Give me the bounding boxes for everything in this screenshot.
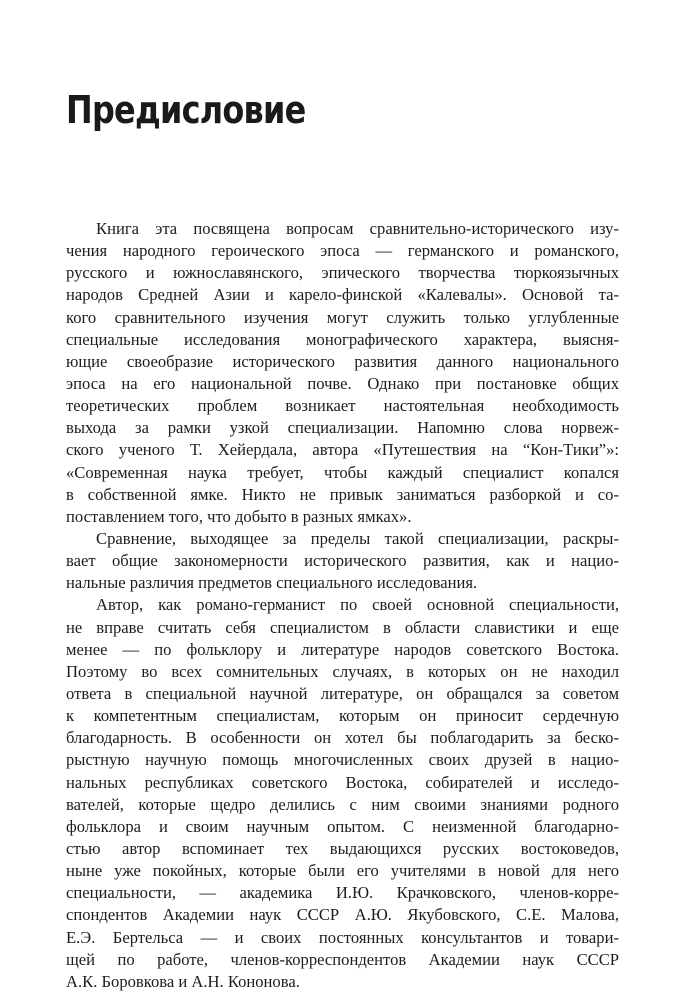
paragraph-1-line: эпоса на его национальной почве. Однако при постановке общих <box>66 373 619 393</box>
paragraph-2-line: вает общие закономерности исторического развития, как и нацио- <box>66 551 619 571</box>
paragraph-3-line: Е.Э. Бертельса — и своих постоянных консультантов и товари- <box>66 927 619 947</box>
paragraph-1-line: Книга эта посвящена вопросам сравнительно-исторического изу- <box>96 219 619 238</box>
paragraph-3-line: к компетентным специалистам, которым он приносит сердечную <box>66 706 619 726</box>
paragraph-1-line: ского ученого Т. Хейердала, автора «Путешествия на “Кон-Тики”»: <box>66 440 619 460</box>
paragraph-3-line: благодарность. В особенности он хотел бы поблагодарить за беско- <box>66 728 619 748</box>
paragraph-3-line: нальных республиках советского Востока, собирателей и исследо- <box>66 772 619 792</box>
paragraph-3-line: рыстную научную помощь многочисленных своих друзей в нацио- <box>66 750 619 770</box>
paragraph-3-line: щей по работе, членов-корреспондентов Академии наук СССР <box>66 949 619 969</box>
paragraph-1-line: выхода за рамки узкой специализации. Напомню слова норвеж- <box>66 418 619 438</box>
body-text <box>66 218 619 993</box>
paragraph-3-line: Поэтому во всех сомнительных случаях, в которых он не находил <box>66 661 619 681</box>
paragraph-1-line: русского и южнославянского, эпического творчества тюркоязычных <box>66 263 619 283</box>
paragraph-3-line: ответа в специальной научной литературе, он обращался за советом <box>66 683 619 703</box>
paragraph-1-line: в собственной ямке. Никто не привык заниматься разборкой и со- <box>66 484 619 504</box>
paragraph-3-line: менее — по фольклору и литературе народов советского Востока. <box>66 639 619 659</box>
paragraph-3-line: вателей, которые щедро делились с ним своими знаниями родного <box>66 794 619 814</box>
paragraph-2-line: нальные различия предметов специального исследования. <box>66 573 478 593</box>
paragraph-1-line: специальные исследования монографического характера, выясня- <box>66 329 619 349</box>
paragraph-1-line: ющие своеобразие исторического развития данного национального <box>66 351 619 371</box>
paragraph-3-line: не вправе считать себя специалистом в области славистики и еще <box>66 617 619 637</box>
paragraph-1-line: «Современная наука требует, чтобы каждый специалист копался <box>66 462 619 482</box>
paragraph-3-line: специальности, — академика И.Ю. Крачковского, членов-корре- <box>66 883 619 903</box>
paragraph-1-line: чения народного героического эпоса — германского и романского, <box>66 241 619 261</box>
paragraph-3-line: фольклора и своим научным опытом. С неизменной благодарно- <box>66 816 619 836</box>
paragraph-1-line: кого сравнительного изучения могут служить только углубленные <box>66 307 619 327</box>
page-title: Предисловие <box>66 88 306 132</box>
paragraph-1-line: народов Средней Азии и карело-финской «Калевалы». Основой та- <box>66 285 619 305</box>
paragraph-3-line: Автор, как романо-германист по своей основной специальности, <box>96 595 619 615</box>
paragraph-3-line: ныне уже покойных, которые были его учителями в новой для него <box>66 861 619 881</box>
paragraph-3-line: стью автор вспоминает тех выдающихся русских востоковедов, <box>66 838 619 858</box>
paragraph-1-line: теоретических проблем возникает настоятельная необходимость <box>66 396 619 416</box>
paragraph-3-line: спондентов Академии наук СССР А.Ю. Якубовского, С.Е. Малова, <box>66 905 619 925</box>
paragraph-3-line: А.К. Боровкова и А.Н. Кононова. <box>66 971 300 991</box>
paragraph-1-line: поставлением того, что добыто в разных ямках». <box>66 506 412 526</box>
paragraph-2-line: Сравнение, выходящее за пределы такой специализации, раскры- <box>96 528 619 548</box>
